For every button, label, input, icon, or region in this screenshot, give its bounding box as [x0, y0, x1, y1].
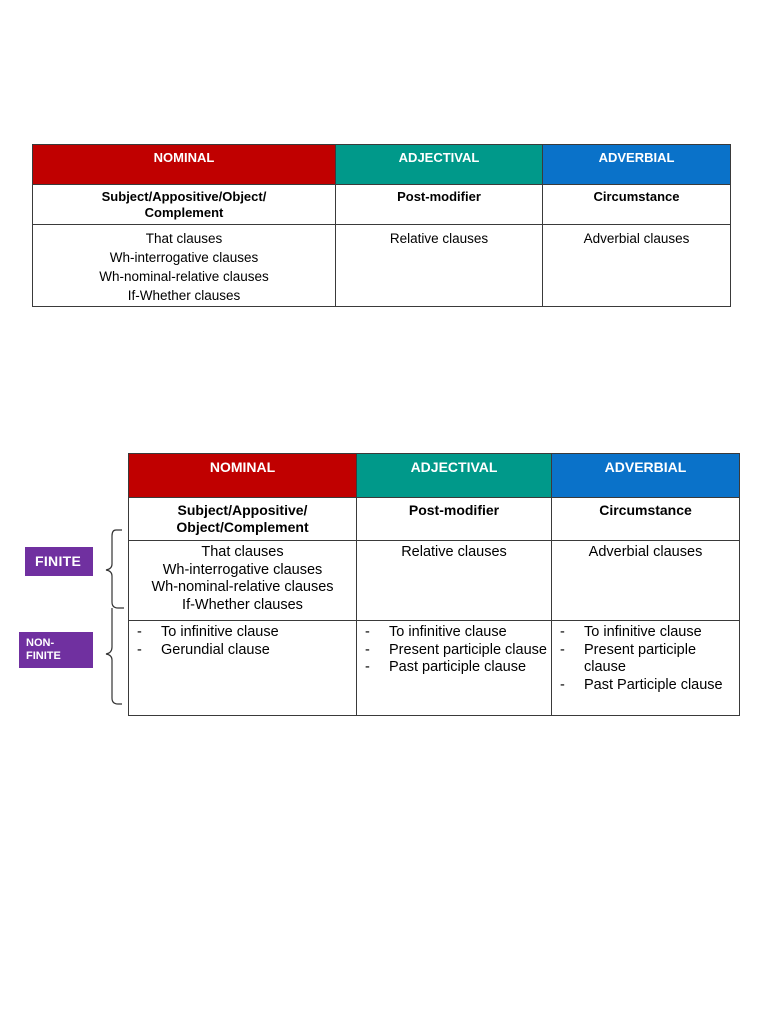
clause-list: [129, 624, 356, 659]
header-adverbial: ADVERBIAL: [543, 145, 731, 185]
finite-row: [129, 541, 740, 621]
function-adjectival: Post-modifier: [357, 498, 552, 541]
function-nominal: [33, 185, 336, 225]
finite-nominal: [129, 541, 357, 621]
finite-label: FINITE: [25, 547, 93, 576]
clause-item: If-Whether clauses: [127, 288, 241, 303]
finite-nominal: [33, 225, 336, 307]
header-nominal: NOMINAL: [129, 454, 357, 498]
finite-adjectival: Relative clauses: [336, 225, 543, 307]
clause-item: - Gerundial clause: [137, 642, 356, 660]
clause-item: Wh-interrogative clauses: [162, 561, 323, 578]
clause-item: - To infinitive clause: [560, 624, 739, 642]
function-nominal-line: Complement: [144, 205, 224, 220]
clause-item: - To infinitive clause: [365, 624, 551, 642]
clause-table-bottom: [128, 453, 740, 716]
clause-item: - Present participle clause: [365, 642, 551, 660]
clause-item: If-Whether clauses: [182, 596, 303, 613]
nonfinite-nominal: [129, 621, 357, 716]
function-row: [129, 498, 740, 541]
function-nominal-line: Subject/Appositive/Object/: [101, 189, 267, 204]
finite-adverbial: Adverbial clauses: [552, 541, 740, 621]
clause-item: Wh-interrogative clauses: [109, 250, 259, 265]
finite-row: [33, 225, 731, 307]
header-row: [33, 145, 731, 185]
nonfinite-adverbial: [552, 621, 740, 716]
clause-item: Wh-nominal-relative clauses: [151, 579, 334, 595]
clause-item: - To infinitive clause: [137, 624, 356, 642]
clause-list: [357, 624, 551, 677]
function-nominal-line: Subject/Appositive/: [177, 502, 308, 518]
header-adjectival: ADJECTIVAL: [336, 145, 543, 185]
function-nominal: [129, 498, 357, 541]
clause-item: Wh-nominal-relative clauses: [99, 269, 269, 284]
clause-item: - Past participle clause: [365, 659, 551, 677]
clause-item: - Past Participle clause: [560, 677, 739, 695]
nonfinite-adjectival: [357, 621, 552, 716]
finite-adverbial: Adverbial clauses: [543, 225, 731, 307]
function-row: [33, 185, 731, 225]
nonfinite-label: [19, 632, 93, 668]
nonfinite-label-line: FINITE: [26, 650, 61, 662]
header-row: [129, 454, 740, 498]
nonfinite-label-line: NON-: [26, 637, 55, 649]
nonfinite-row: [129, 621, 740, 716]
clause-item: That clauses: [201, 544, 284, 560]
function-adjectival: Post-modifier: [336, 185, 543, 225]
header-adjectival: ADJECTIVAL: [357, 454, 552, 498]
header-nominal: NOMINAL: [33, 145, 336, 185]
function-adverbial: Circumstance: [552, 498, 740, 541]
function-nominal-line: Object/Complement: [176, 519, 309, 535]
clause-item: That clauses: [145, 231, 223, 246]
clause-list: [552, 624, 739, 694]
header-adverbial: ADVERBIAL: [552, 454, 740, 498]
clause-table-top: [32, 144, 731, 307]
finite-adjectival: Relative clauses: [357, 541, 552, 621]
function-adverbial: Circumstance: [543, 185, 731, 225]
brace-icon: [96, 528, 124, 708]
clause-item: - Present participle clause: [560, 642, 739, 677]
